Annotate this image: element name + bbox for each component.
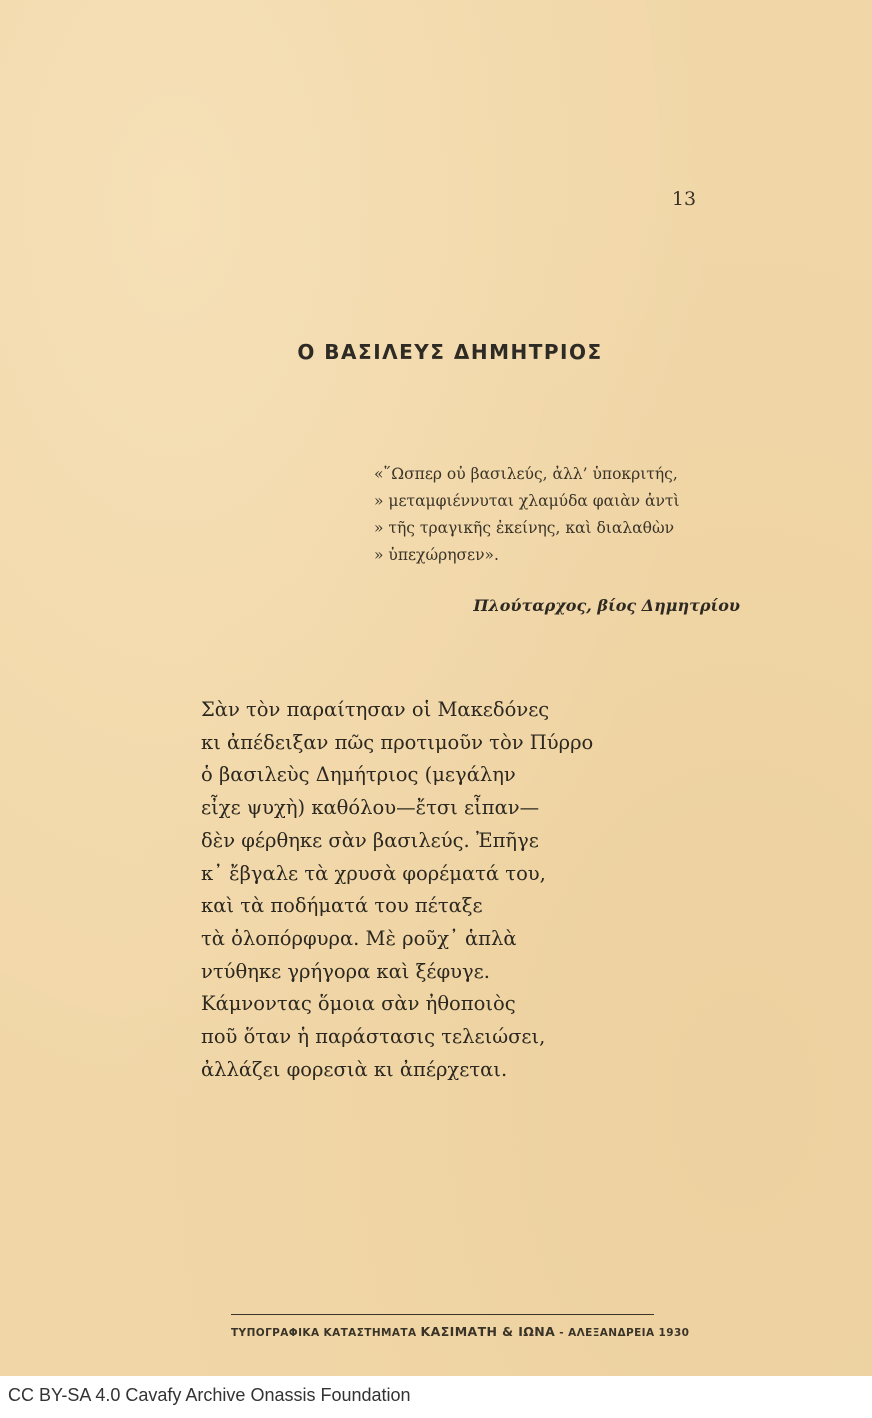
poem-line: κ᾿ ἔβγαλε τὰ χρυσὰ φορέματά του, <box>201 861 546 885</box>
poem-body <box>201 694 661 1086</box>
poem-title: Ο ΒΑΣΙΛΕΥΣ ΔΗΜΗΤΡΙΟΣ <box>297 340 603 364</box>
poem-line: εἶχε ψυχὴ) καθόλου—ἔτσι εἶπαν— <box>201 796 540 820</box>
epigraph-source: Πλούταρχος, βίος Δημητρίου <box>473 596 740 615</box>
poem-line: ὁ βασιλεὺς Δημήτριος (μεγάλην <box>201 763 516 787</box>
poem-line: ἀλλάζει φορεσιὰ κι ἀπέρχεται. <box>201 1057 508 1081</box>
printer-owners: ΚΑΣΙΜΑΤΗ & ΙΩΝΑ <box>420 1324 556 1339</box>
footer-rule <box>231 1314 654 1315</box>
printer-imprint <box>231 1324 690 1339</box>
poem-line: Σὰν τὸν παραίτησαν οἱ Μακεδόνες <box>201 698 550 721</box>
printer-place-year: - ΑΛΕΞΑΝΔΡΕΙΑ 1930 <box>559 1327 690 1339</box>
license-caption: CC BY-SA 4.0 Cavafy Archive Onassis Foundation <box>8 1385 411 1405</box>
poem-line: ντύθηκε γρήγορα καὶ ξέφυγε. <box>201 959 490 983</box>
epigraph-line: » ὑπεχώρησεν». <box>374 546 499 564</box>
printer-name: ΤΥΠΟΓΡΑΦΙΚΑ ΚΑΤΑΣΤΗΜΑΤΑ <box>231 1327 417 1339</box>
epigraph-line: «῞Ωσπερ οὐ βασιλεύς, ἀλλ’ ὑποκριτής, <box>374 465 678 483</box>
epigraph <box>374 461 746 569</box>
poem-line: κι ἀπέδειξαν πῶς προτιμοῦν τὸν Πύρρο <box>201 730 594 754</box>
poem-line: δὲν φέρθηκε σὰν βασιλεύς. Ἐπῆγε <box>201 828 539 852</box>
poem-line: τὰ ὁλοπόρφυρα. Μὲ ροῦχ᾿ ἁπλὰ <box>201 926 517 950</box>
page-number: 13 <box>671 188 697 210</box>
poem-line: Κάμνοντας ὅμοια σὰν ἠθοποιὸς <box>201 992 516 1016</box>
epigraph-line: » μεταμφιέννυται χλαμύδα φαιὰν ἀντὶ <box>374 492 680 510</box>
poem-line: ποῦ ὅταν ἡ παράστασις τελειώσει, <box>201 1025 546 1049</box>
poem-line: καὶ τὰ ποδήματά του πέταξε <box>201 894 483 918</box>
epigraph-line: » τῆς τραγικῆς ἐκείνης, καὶ διαλαθὼν <box>374 519 675 537</box>
